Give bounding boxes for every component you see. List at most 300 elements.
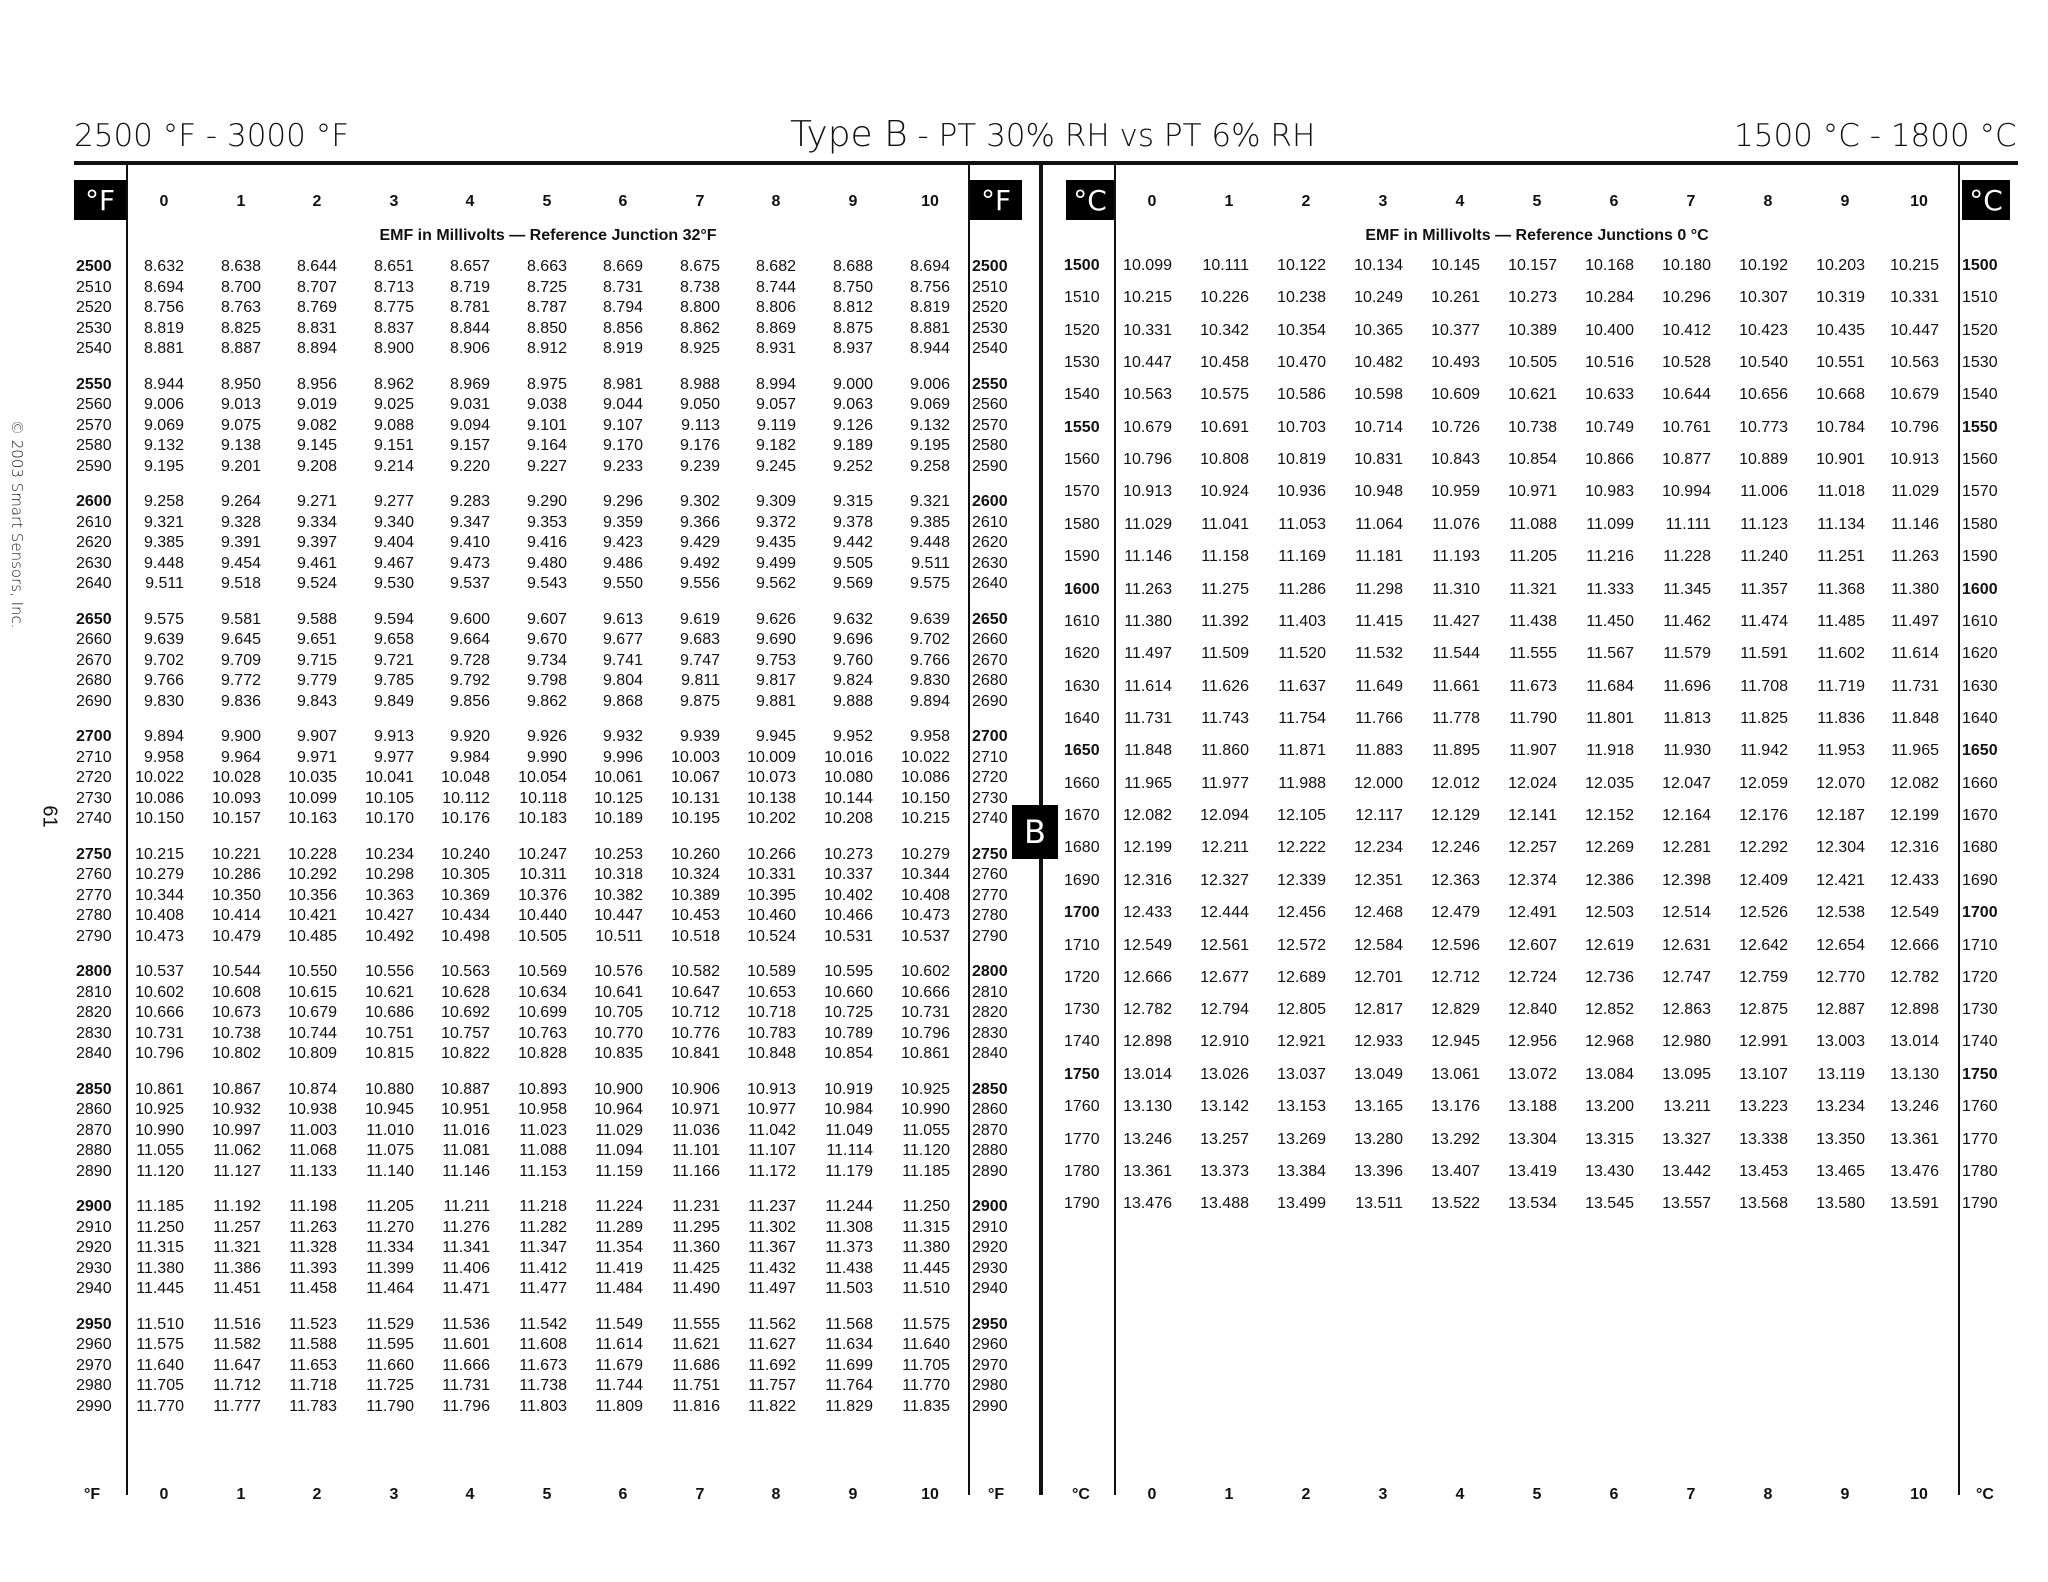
table-cell: 8.750 [832, 278, 873, 296]
table-cell: 10.725 [824, 1004, 873, 1022]
fahrenheit-badge-right: °F [970, 180, 1022, 220]
table-cell: 10.757 [441, 1024, 490, 1042]
table-cell: 11.602 [1817, 645, 1865, 663]
column-footer: 1 [236, 1486, 246, 1503]
table-cell: 11.310 [1432, 580, 1480, 598]
table-cell: 13.442 [1662, 1162, 1711, 1180]
table-cell: 11.621 [672, 1336, 720, 1354]
row-label: 2900 [76, 1198, 112, 1215]
table-cell: 11.529 [366, 1315, 414, 1333]
row-label-right: 2950 [972, 1315, 1008, 1333]
table-cell: 10.738 [1508, 418, 1557, 436]
table-cell: 11.179 [825, 1162, 873, 1180]
table-cell: 10.324 [671, 866, 720, 884]
row-label: 1750 [1064, 1066, 1100, 1083]
table-cell: 10.249 [1354, 289, 1403, 307]
table-cell: 11.588 [289, 1336, 337, 1354]
table-cell: 8.906 [449, 340, 490, 358]
table-cell: 8.837 [373, 319, 414, 337]
table-cell: 11.661 [1432, 677, 1480, 695]
row-label: 2990 [76, 1397, 112, 1415]
celsius-badge-right: °C [1962, 180, 2010, 220]
row-label: 1510 [1064, 289, 1100, 307]
table-cell: 11.738 [519, 1377, 567, 1395]
table-cell: 10.589 [747, 963, 796, 980]
table-cell: 11.419 [595, 1259, 643, 1277]
table-cell: 13.026 [1200, 1066, 1249, 1083]
row-label-right: 2760 [972, 866, 1008, 884]
table-cell: 11.321 [213, 1239, 261, 1257]
table-cell: 12.316 [1890, 839, 1939, 857]
table-cell: 9.245 [755, 457, 796, 475]
table-cell: 11.731 [1891, 677, 1939, 695]
table-cell: 10.408 [901, 886, 950, 904]
table-cell: 9.271 [296, 493, 337, 510]
table-cell: 13.084 [1585, 1066, 1634, 1083]
table-cell: 10.602 [135, 983, 184, 1001]
table-cell: 11.582 [213, 1336, 261, 1354]
left-table-subtitle: EMF in Millivolts — Reference Junction 32°F [379, 227, 717, 244]
table-cell: 10.924 [1200, 483, 1249, 501]
row-label: 2860 [76, 1101, 112, 1119]
row-label: 2830 [76, 1024, 112, 1042]
table-cell: 11.708 [1740, 677, 1788, 695]
table-cell: 9.588 [296, 610, 337, 628]
table-cell: 9.000 [832, 375, 873, 393]
table-cell: 10.240 [441, 845, 490, 863]
table-cell: 11.699 [825, 1356, 873, 1374]
table-cell: 9.709 [220, 651, 261, 669]
row-label: 2630 [76, 554, 112, 572]
table-cell: 9.385 [143, 534, 184, 552]
table-cell: 8.937 [832, 340, 873, 358]
table-cell: 9.069 [143, 416, 184, 434]
table-cell: 10.971 [1508, 483, 1557, 501]
table-cell: 11.094 [595, 1142, 643, 1160]
table-cell: 11.836 [1817, 709, 1865, 727]
table-cell: 10.518 [671, 927, 720, 945]
table-cell: 10.086 [135, 789, 184, 807]
table-cell: 10.180 [1662, 257, 1711, 274]
table-cell: 10.751 [365, 1024, 414, 1042]
table-cell: 11.790 [366, 1397, 414, 1415]
table-cell: 12.677 [1200, 968, 1249, 986]
table-cell: 10.202 [747, 810, 796, 828]
table-cell: 9.600 [449, 610, 490, 628]
table-cell: 12.024 [1508, 774, 1557, 792]
table-cell: 10.668 [1816, 386, 1865, 404]
table-cell: 10.831 [1354, 451, 1403, 469]
table-cell: 9.277 [373, 493, 414, 510]
table-cell: 11.835 [902, 1397, 950, 1415]
table-cell: 10.473 [901, 907, 950, 925]
table-cell: 12.898 [1123, 1033, 1172, 1051]
table-cell: 10.331 [1123, 321, 1172, 339]
row-label: 2820 [76, 1004, 112, 1022]
table-cell: 9.227 [526, 457, 567, 475]
table-cell: 10.537 [901, 927, 950, 945]
table-cell: 11.627 [748, 1336, 796, 1354]
table-cell: 9.467 [373, 554, 414, 572]
table-cell: 11.766 [1355, 709, 1403, 727]
table-cell: 10.887 [441, 1080, 490, 1098]
table-cell: 10.977 [747, 1101, 796, 1119]
table-cell: 9.057 [755, 396, 796, 414]
table-cell: 11.438 [1509, 612, 1557, 630]
table-cell: 9.359 [602, 513, 643, 531]
table-cell: 10.234 [365, 845, 414, 863]
row-label: 1600 [1064, 580, 1100, 598]
table-cell: 11.123 [1740, 515, 1788, 533]
table-cell: 9.792 [449, 672, 490, 690]
table-cell: 10.344 [901, 866, 950, 884]
table-cell: 11.757 [748, 1377, 796, 1395]
table-cell: 13.430 [1585, 1162, 1634, 1180]
table-cell: 10.900 [594, 1080, 643, 1098]
row-label-right: 2830 [972, 1024, 1008, 1042]
table-cell: 12.642 [1739, 936, 1788, 954]
column-footer: 6 [1609, 1486, 1619, 1503]
column-footer: 9 [1840, 1486, 1850, 1503]
table-cell: 8.831 [296, 319, 337, 337]
table-cell: 9.182 [755, 437, 796, 455]
table-cell: 12.059 [1739, 774, 1788, 792]
table-cell: 10.273 [824, 845, 873, 863]
table-cell: 10.170 [365, 810, 414, 828]
table-cell: 10.761 [1662, 418, 1711, 436]
table-cell: 10.901 [1816, 451, 1865, 469]
table-cell: 13.130 [1123, 1098, 1172, 1116]
table-cell: 11.432 [748, 1259, 796, 1277]
table-cell: 11.393 [289, 1259, 337, 1277]
table-cell: 8.962 [373, 375, 414, 393]
table-cell: 10.150 [901, 789, 950, 807]
table-cell: 13.142 [1200, 1098, 1249, 1116]
table-cell: 10.440 [518, 907, 567, 925]
row-label-right: 2880 [972, 1142, 1008, 1160]
table-cell: 9.511 [145, 575, 184, 593]
row-label-right: 2600 [972, 493, 1008, 510]
row-label-right: 1670 [1962, 807, 1998, 824]
table-cell: 10.305 [441, 866, 490, 884]
row-label-right: 1530 [1962, 353, 1998, 371]
table-cell: 10.843 [1431, 451, 1480, 469]
row-label: 2710 [76, 748, 112, 766]
right-rowlabel-rule-right [1958, 165, 1960, 1495]
row-label-right: 1700 [1962, 904, 1998, 922]
row-label: 2660 [76, 631, 112, 649]
table-cell: 9.721 [373, 651, 414, 669]
table-cell: 10.835 [594, 1045, 643, 1063]
table-cell: 13.188 [1508, 1098, 1557, 1116]
table-cell: 10.105 [365, 789, 414, 807]
column-footer: 6 [618, 1486, 628, 1503]
table-cell: 8.925 [679, 340, 720, 358]
row-label-right: 1770 [1962, 1130, 1998, 1148]
table-cell: 11.848 [1124, 742, 1172, 760]
table-cell: 12.199 [1123, 839, 1172, 857]
row-label: 1760 [1064, 1098, 1100, 1116]
table-cell: 10.861 [135, 1080, 184, 1098]
table-cell: 12.386 [1585, 871, 1634, 889]
table-cell: 10.389 [671, 886, 720, 904]
table-cell: 11.140 [366, 1162, 414, 1180]
table-cell: 10.945 [365, 1101, 414, 1119]
table-cell: 9.939 [679, 728, 720, 745]
table-cell: 9.448 [143, 554, 184, 572]
table-cell: 12.234 [1354, 839, 1403, 857]
row-label: 2700 [76, 728, 112, 745]
table-cell: 9.645 [220, 631, 261, 649]
row-label: 1560 [1064, 451, 1100, 469]
table-cell: 11.549 [595, 1315, 643, 1333]
table-cell: 11.107 [748, 1142, 796, 1160]
table-cell: 10.615 [288, 983, 337, 1001]
row-label: 1530 [1064, 353, 1100, 371]
table-cell: 10.203 [1816, 257, 1865, 274]
table-cell: 11.263 [1124, 580, 1172, 598]
table-cell: 11.250 [136, 1218, 184, 1236]
row-label-right: 1510 [1962, 289, 1998, 307]
table-cell: 10.660 [824, 983, 873, 1001]
celsius-badge-left: °C [1066, 180, 1114, 220]
table-cell: 12.327 [1200, 871, 1249, 889]
table-cell: 9.499 [755, 554, 796, 572]
row-label-right: 1570 [1962, 483, 1998, 501]
table-cell: 11.451 [213, 1280, 261, 1298]
table-cell: 10.586 [1277, 386, 1326, 404]
table-cell: 12.736 [1585, 968, 1634, 986]
table-cell: 9.505 [832, 554, 873, 572]
table-cell: 12.770 [1816, 968, 1865, 986]
row-label: 1790 [1064, 1195, 1100, 1213]
table-cell: 12.211 [1201, 839, 1249, 857]
table-cell: 11.744 [595, 1377, 643, 1395]
table-cell: 10.363 [365, 886, 414, 904]
table-cell: 13.049 [1354, 1066, 1403, 1083]
row-label-right: 1760 [1962, 1098, 1998, 1116]
table-cell: 11.977 [1201, 774, 1249, 792]
table-cell: 10.492 [365, 927, 414, 945]
table-cell: 8.787 [526, 299, 567, 317]
table-cell: 11.263 [1891, 548, 1939, 565]
row-label-right: 2610 [972, 513, 1008, 531]
row-label-right: 1560 [1962, 451, 1998, 469]
table-cell: 10.679 [1890, 386, 1939, 404]
table-cell: 11.718 [289, 1377, 337, 1395]
table-cell: 10.959 [1431, 483, 1480, 501]
table-cell: 11.777 [213, 1397, 261, 1415]
table-cell: 10.951 [441, 1101, 490, 1119]
table-cell: 11.403 [1278, 612, 1326, 630]
table-cell: 13.476 [1890, 1162, 1939, 1180]
table-cell: 8.688 [832, 258, 873, 275]
table-cell: 10.990 [135, 1121, 184, 1139]
table-cell: 13.269 [1277, 1130, 1326, 1148]
table-cell: 10.641 [594, 983, 643, 1001]
table-cell: 11.228 [1663, 548, 1711, 565]
table-cell: 11.595 [366, 1336, 414, 1354]
table-cell: 10.238 [1277, 289, 1326, 307]
table-cell: 11.328 [289, 1239, 337, 1257]
table-cell: 10.938 [288, 1101, 337, 1119]
table-cell: 10.482 [1354, 353, 1403, 371]
table-cell: 10.498 [441, 927, 490, 945]
row-label: 1680 [1064, 839, 1100, 857]
table-cell: 10.319 [1816, 289, 1865, 307]
table-cell: 8.919 [602, 340, 643, 358]
table-cell: 9.019 [296, 396, 337, 414]
column-footer: 0 [1147, 1486, 1157, 1503]
table-cell: 11.445 [136, 1280, 184, 1298]
table-cell: 12.759 [1739, 968, 1788, 986]
table-cell: 10.848 [747, 1045, 796, 1063]
row-label-right: 2640 [972, 575, 1008, 593]
table-cell: 12.724 [1508, 968, 1557, 986]
table-cell: 10.118 [519, 789, 567, 807]
table-cell: 12.666 [1123, 968, 1172, 986]
table-cell: 13.350 [1816, 1130, 1865, 1148]
table-cell: 9.613 [602, 610, 643, 628]
row-label-right: 2850 [972, 1080, 1008, 1098]
table-cell: 9.126 [832, 416, 873, 434]
row-label-right: 2820 [972, 1004, 1008, 1022]
row-label: 2870 [76, 1121, 112, 1139]
table-cell: 10.447 [1890, 321, 1939, 339]
table-cell: 11.568 [825, 1315, 873, 1333]
table-cell: 11.536 [442, 1315, 490, 1333]
table-cell: 10.412 [1662, 321, 1711, 339]
table-cell: 10.796 [901, 1024, 950, 1042]
table-cell: 10.466 [824, 907, 873, 925]
table-cell: 13.037 [1277, 1066, 1326, 1083]
table-cell: 12.631 [1662, 936, 1711, 954]
table-cell: 12.409 [1739, 871, 1788, 889]
table-cell: 9.473 [449, 554, 490, 572]
row-label-right: 2980 [972, 1377, 1008, 1395]
row-label-right: 1520 [1962, 321, 1998, 339]
table-cell: 12.351 [1354, 871, 1403, 889]
table-cell: 13.257 [1200, 1130, 1249, 1148]
table-cell: 12.339 [1277, 871, 1326, 889]
table-cell: 8.682 [755, 258, 796, 275]
row-label-right: 1580 [1962, 515, 1998, 533]
table-cell: 12.980 [1662, 1033, 1711, 1051]
table-cell: 9.670 [526, 631, 567, 649]
row-label: 1590 [1064, 548, 1100, 565]
table-cell: 10.932 [212, 1101, 261, 1119]
table-cell: 9.233 [602, 457, 643, 475]
table-cell: 12.035 [1585, 774, 1634, 792]
row-label-right: 2780 [972, 907, 1008, 925]
table-cell: 10.822 [441, 1045, 490, 1063]
table-cell: 10.621 [1508, 386, 1557, 404]
row-label-right: 2870 [972, 1121, 1008, 1139]
table-cell: 10.221 [212, 845, 261, 863]
table-cell: 10.919 [824, 1080, 873, 1098]
table-cell: 10.035 [288, 769, 337, 787]
row-label-right: 2520 [972, 299, 1008, 317]
table-cell: 11.169 [1278, 548, 1326, 565]
row-label-right: 2900 [972, 1198, 1008, 1215]
table-cell: 13.014 [1123, 1066, 1172, 1083]
row-label: 1780 [1064, 1162, 1100, 1180]
row-label: 2910 [76, 1218, 112, 1236]
table-cell: 10.841 [671, 1045, 720, 1063]
table-cell: 12.805 [1277, 1001, 1326, 1019]
row-label: 2500 [76, 258, 112, 275]
table-cell: 8.669 [602, 258, 643, 275]
row-label: 2540 [76, 340, 112, 358]
table-cell: 10.168 [1585, 257, 1634, 274]
row-label: 1650 [1064, 742, 1100, 760]
table-cell: 9.664 [449, 631, 490, 649]
table-cell: 10.738 [212, 1024, 261, 1042]
table-cell: 11.185 [902, 1162, 950, 1180]
column-header: 7 [695, 193, 705, 210]
table-cell: 11.099 [1586, 515, 1634, 533]
row-label-right: 1750 [1962, 1066, 1998, 1083]
table-cell: 12.304 [1816, 839, 1865, 857]
table-cell: 10.569 [518, 963, 567, 980]
table-cell: 11.244 [825, 1198, 873, 1215]
table-cell: 10.122 [1277, 257, 1326, 274]
table-cell: 11.373 [825, 1239, 873, 1257]
table-cell: 9.798 [526, 672, 567, 690]
table-cell: 8.638 [220, 258, 261, 275]
table-cell: 10.789 [824, 1024, 873, 1042]
table-cell: 9.220 [449, 457, 490, 475]
table-cell: 10.331 [747, 866, 796, 884]
table-cell: 13.476 [1123, 1195, 1172, 1213]
table-cell: 11.315 [136, 1239, 184, 1257]
table-cell: 11.406 [442, 1259, 490, 1277]
table-cell: 11.386 [213, 1259, 261, 1277]
table-cell: 11.088 [1509, 515, 1557, 533]
table-cell: 9.779 [296, 672, 337, 690]
page-number: 61 [38, 805, 61, 828]
row-label-right: 2510 [972, 278, 1008, 296]
table-cell: 11.497 [1891, 612, 1939, 630]
table-cell: 10.598 [1354, 386, 1403, 404]
table-cell: 11.231 [672, 1198, 720, 1215]
table-cell: 11.614 [1124, 677, 1172, 695]
table-cell: 9.082 [296, 416, 337, 434]
table-cell: 9.164 [526, 437, 567, 455]
table-cell: 10.473 [135, 927, 184, 945]
table-cell: 10.134 [1354, 257, 1403, 274]
table-cell: 9.760 [832, 651, 873, 669]
row-label-right: 2960 [972, 1336, 1008, 1354]
table-cell: 11.081 [442, 1142, 490, 1160]
table-cell: 9.875 [679, 692, 720, 710]
celsius-footer-left: °C [1072, 1486, 1090, 1503]
table-cell: 10.215 [901, 810, 950, 828]
table-cell: 10.925 [135, 1101, 184, 1119]
table-cell: 9.239 [679, 457, 720, 475]
row-label: 1520 [1064, 321, 1100, 339]
table-cell: 11.575 [902, 1315, 950, 1333]
table-cell: 10.192 [1739, 257, 1788, 274]
column-footer: 4 [465, 1486, 475, 1503]
table-cell: 9.977 [373, 748, 414, 766]
table-cell: 11.205 [1509, 548, 1557, 565]
table-cell: 11.516 [213, 1315, 261, 1333]
table-cell: 9.315 [832, 493, 873, 510]
table-cell: 12.374 [1508, 871, 1557, 889]
table-cell: 11.282 [519, 1218, 567, 1236]
table-cell: 11.942 [1740, 742, 1788, 760]
